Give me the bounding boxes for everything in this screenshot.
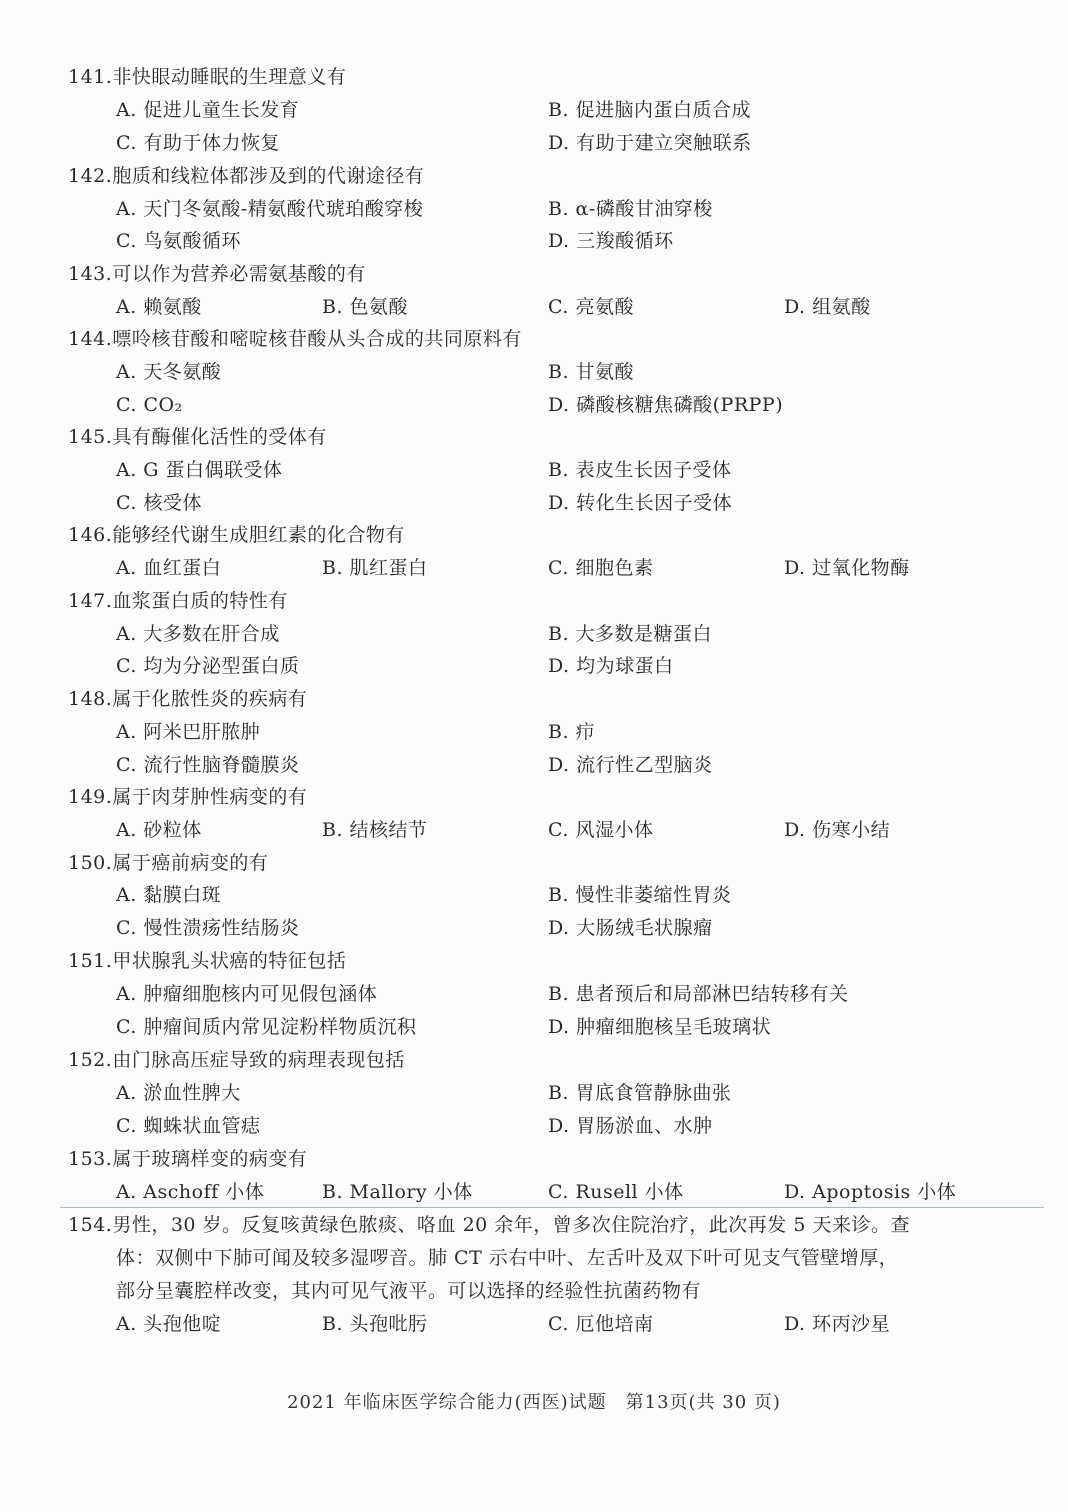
option: C. 亮氨酸 (548, 296, 634, 318)
question-154-line3: 部分呈囊腔样改变，其内可见气液平。可以选择的经验性抗菌药物有 (116, 1280, 702, 1302)
option: D. 过氧化物酶 (784, 557, 910, 579)
option: B. 患者预后和局部淋巴结转移有关 (548, 983, 849, 1005)
option: A. 天冬氨酸 (116, 361, 222, 383)
option: B. 促进脑内蛋白质合成 (548, 99, 752, 121)
option: B. 胃底食管静脉曲张 (548, 1082, 732, 1104)
question-142: 142.胞质和线粒体都涉及到的代谢途径有 (68, 165, 425, 187)
option: B. 疖 (548, 721, 596, 743)
question-147: 147.血浆蛋白质的特性有 (68, 590, 288, 612)
option: D. 胃肠淤血、水肿 (548, 1115, 713, 1137)
option: A. 赖氨酸 (116, 296, 202, 318)
option: C. CO₂ (116, 394, 183, 416)
question-146: 146.能够经代谢生成胆红素的化合物有 (68, 524, 405, 546)
option: D. 磷酸核糖焦磷酸(PRPP) (548, 394, 784, 416)
option: B. 甘氨酸 (548, 361, 635, 383)
option: D. 有助于建立突触联系 (548, 132, 752, 154)
option: B. α-磷酸甘油穿梭 (548, 198, 713, 220)
option: A. 血红蛋白 (116, 557, 222, 579)
option: A. 天门冬氨酸-精氨酸代琥珀酸穿梭 (116, 198, 424, 220)
option: D. 转化生长因子受体 (548, 492, 733, 514)
option: C. 均为分泌型蛋白质 (116, 655, 300, 677)
option: A. 大多数在肝合成 (116, 623, 280, 645)
page-footer: 2021 年临床医学综合能力(西医)试题 第13页(共 30 页) (287, 1392, 781, 1413)
option: D. 三羧酸循环 (548, 230, 674, 252)
option: C. 鸟氨酸循环 (116, 230, 241, 252)
question-141: 141.非快眼动睡眠的生理意义有 (68, 66, 347, 88)
option: B. Mallory 小体 (322, 1181, 473, 1203)
option: D. 组氨酸 (784, 296, 871, 318)
question-144: 144.嘌呤核苷酸和嘧啶核苷酸从头合成的共同原料有 (68, 328, 522, 350)
option: A. 淤血性脾大 (116, 1082, 241, 1104)
question-149: 149.属于肉芽肿性病变的有 (68, 786, 308, 808)
option: C. 肿瘤间质内常见淀粉样物质沉积 (116, 1016, 417, 1038)
option: A. 肿瘤细胞核内可见假包涵体 (116, 983, 378, 1005)
option: C. 慢性溃疡性结肠炎 (116, 917, 300, 939)
option: D. 伤寒小结 (784, 819, 891, 841)
option: D. 肿瘤细胞核呈毛玻璃状 (548, 1016, 772, 1038)
option: C. 有助于体力恢复 (116, 132, 280, 154)
option: A. 砂粒体 (116, 819, 202, 841)
option: C. 流行性脑脊髓膜炎 (116, 754, 300, 776)
option: C. 厄他培南 (548, 1313, 654, 1335)
question-143: 143.可以作为营养必需氨基酸的有 (68, 263, 366, 285)
question-154-line2: 体：双侧中下肺可闻及较多湿啰音。肺 CT 示右中叶、左舌叶及双下叶可见支气管壁增厚， (116, 1247, 899, 1269)
question-151: 151.甲状腺乳头状癌的特征包括 (68, 950, 347, 972)
option: C. 蜘蛛状血管痣 (116, 1115, 261, 1137)
option: A. 阿米巴肝脓肿 (116, 721, 261, 743)
question-148: 148.属于化脓性炎的疾病有 (68, 688, 308, 710)
option: D. 环丙沙星 (784, 1313, 891, 1335)
question-145: 145.具有酶催化活性的受体有 (68, 426, 327, 448)
question-153: 153.属于玻璃样变的病变有 (68, 1148, 308, 1170)
option: D. 流行性乙型脑炎 (548, 754, 713, 776)
option: B. 色氨酸 (322, 296, 409, 318)
option: C. 细胞色素 (548, 557, 654, 579)
option: B. 头孢吡肟 (322, 1313, 428, 1335)
option: C. Rusell 小体 (548, 1181, 684, 1203)
option: B. 大多数是糖蛋白 (548, 623, 713, 645)
option: A. G 蛋白偶联受体 (116, 459, 283, 481)
question-154: 154.男性，30 岁。反复咳黄绿色脓痰、咯血 20 余年，曾多次住院治疗，此次再发 5 天来诊。查 (68, 1214, 910, 1236)
option: B. 肌红蛋白 (322, 557, 428, 579)
option: A. 促进儿童生长发育 (116, 99, 300, 121)
option: C. 风湿小体 (548, 819, 654, 841)
option: D. Apoptosis 小体 (784, 1181, 957, 1203)
option: B. 慢性非萎缩性胃炎 (548, 884, 732, 906)
question-152: 152.由门脉高压症导致的病理表现包括 (68, 1049, 405, 1071)
option: D. 大肠绒毛状腺瘤 (548, 917, 713, 939)
option: B. 结核结节 (322, 819, 428, 841)
question-150: 150.属于癌前病变的有 (68, 852, 269, 874)
option: A. 黏膜白斑 (116, 884, 222, 906)
option: C. 核受体 (116, 492, 202, 514)
option: A. Aschoff 小体 (116, 1181, 265, 1203)
option: D. 均为球蛋白 (548, 655, 674, 677)
option: A. 头孢他啶 (116, 1313, 222, 1335)
section-divider (60, 1207, 1044, 1208)
option: B. 表皮生长因子受体 (548, 459, 732, 481)
